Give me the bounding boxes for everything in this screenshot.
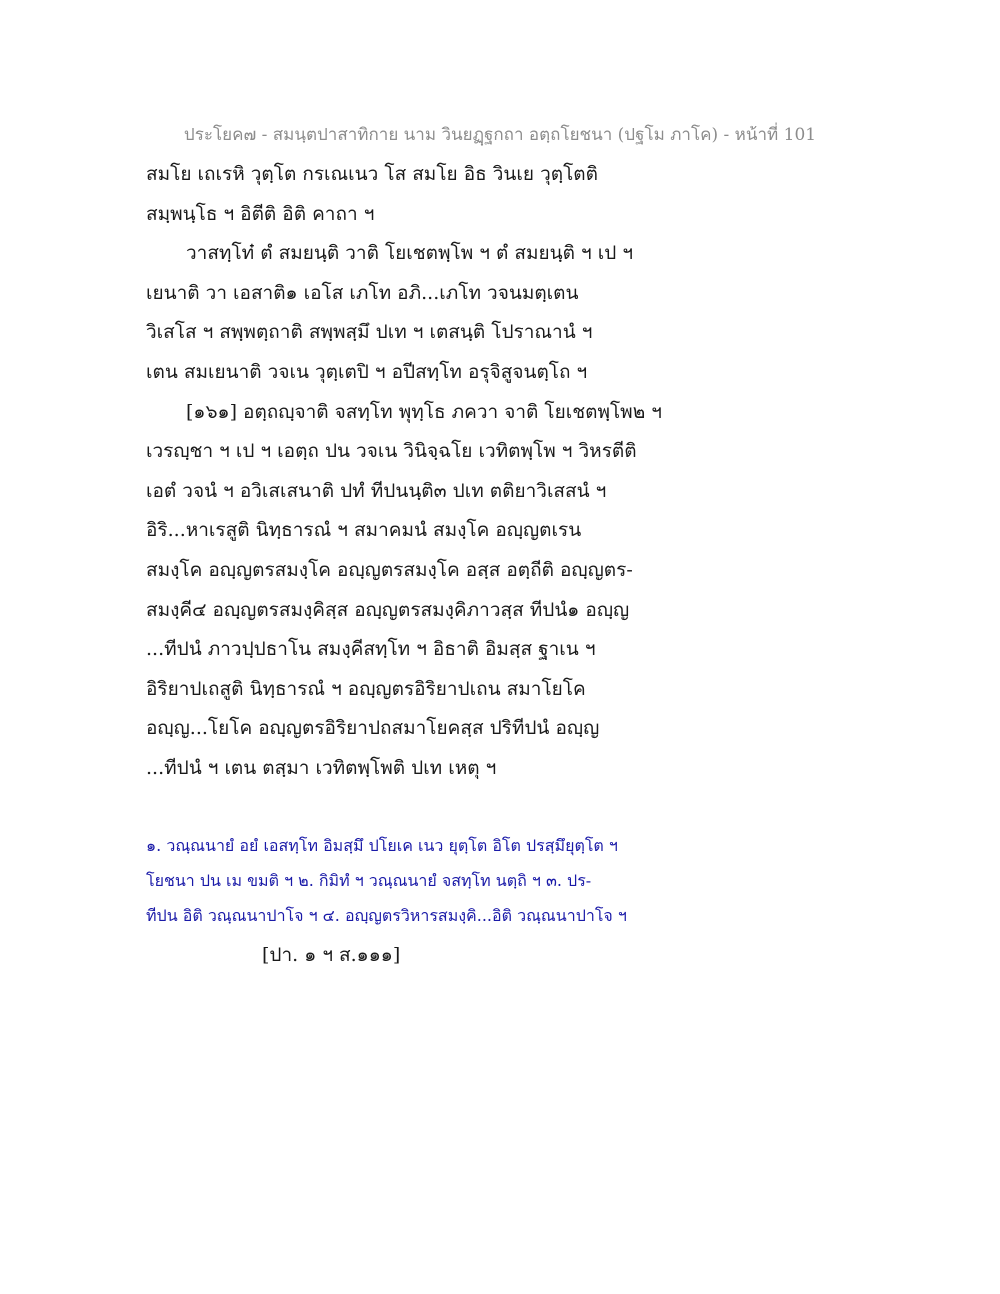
footnote-line: ๑. วณฺณนายํ อยํ เอสทฺโท อิมสฺมึ ปโยเค เนว ยุตฺโต อิโต ปรสฺมึยุตฺโต ฯ (146, 836, 618, 855)
text-line: สมงฺโค อญฺญตรสมงฺโค อญฺญตรสมงฺโค อสฺส อตฺถีติ อญฺญตร- (146, 558, 633, 581)
text-line: เยนาติ วา เอสาติ๑ เอโส เภโท อภิ...เภโท วจนมตฺเตน (146, 281, 579, 304)
page-reference: [ปา. ๑ ฯ ส.๑๑๑] (262, 944, 401, 966)
text-line: สมฺพนฺโธ ฯ อิตีติ อิติ คาถา ฯ (146, 202, 375, 225)
text-line: สมโย เถเรหิ วุตฺโต กรเณเนว โส สมโย อิธ วินเย วุตฺโตติ (146, 163, 598, 185)
text-line: อิริ...หาเรสูติ นิทฺธารณํ ฯ สมาคมนํ สมงฺโค อญฺญตเรน (146, 519, 582, 542)
text-line: เวรญฺชา ฯ เป ฯ เอตฺถ ปน วจเน วินิจฺฉโย เวทิตพฺโพ ฯ วิหรตีติ (146, 440, 637, 463)
footnotes (146, 832, 866, 937)
text-line: [๑๖๑] อตฺถญฺจาติ จสทฺโท พุทฺโธ ภควา จาติ โยเชตพฺโพ๒ ฯ (186, 400, 662, 423)
text-line: ...ทีปนํ ฯ เตน ตสฺมา เวทิตพฺโพติ ปเท เหตุ ฯ (146, 756, 497, 779)
page-header: ประโยค๗ - สมนฺตปาสาทิกาย นาม วินยฏฺฐกถา อตฺถโยชนา (ปฐโม ภาโค) - หน้าที่ 101 (183, 125, 817, 145)
text-line: ...ทีปนํ ภาวปฺปธาโน สมงฺคีสทฺโท ฯ อิธาติ อิมสฺส ฐาเน ฯ (146, 638, 596, 661)
text-line: เอตํ วจนํ ฯ อวิเสเสนาติ ปทํ ทีปนนฺติ๓ ปเท ตติยาวิเสสนํ ฯ (146, 479, 607, 502)
text-line: สมงฺคี๔ อญฺญตรสมงฺคิสฺส อญฺญตรสมงฺคิภาวสฺส ทีปนํ๑ อญฺญ (146, 598, 630, 621)
text-line: วิเสโส ฯ สพฺพตฺถาติ สพฺพสฺมึ ปเท ฯ เตสนฺติ โปราณานํ ฯ (146, 321, 593, 344)
footnote-line: ทีปน อิติ วณฺณนาปาโจ ฯ ๔. อญฺญตรวิหารสมงฺคิ...อิติ วณฺณนาปาโจ ฯ (146, 906, 627, 925)
text-line: เตน สมเยนาติ วจเน วุตฺเตปิ ฯ อปีสทฺโท อรุจิสูจนตฺโถ ฯ (146, 360, 588, 383)
text-line: อญฺญ...โยโค อญฺญตรอิริยาปถสมาโยคสฺส ปริทีปนํ อญฺญ (146, 717, 600, 740)
text-line: อิริยาปเถสูติ นิทฺธารณํ ฯ อญฺญตรอิริยาปเถน สมาโยโค (146, 677, 586, 700)
main-text (146, 159, 866, 793)
text-line: วาสทฺโท๋ ตํ สมยนฺติ วาติ โยเชตพฺโพ ฯ ตํ สมยนฺติ ฯ เป ฯ (186, 242, 633, 265)
footnote-line: โยชนา ปน เม ขมติ ฯ ๒. กิมิทํ ฯ วณฺณนายํ จสทฺโท นตฺถิ ฯ ๓. ปร- (146, 871, 592, 890)
